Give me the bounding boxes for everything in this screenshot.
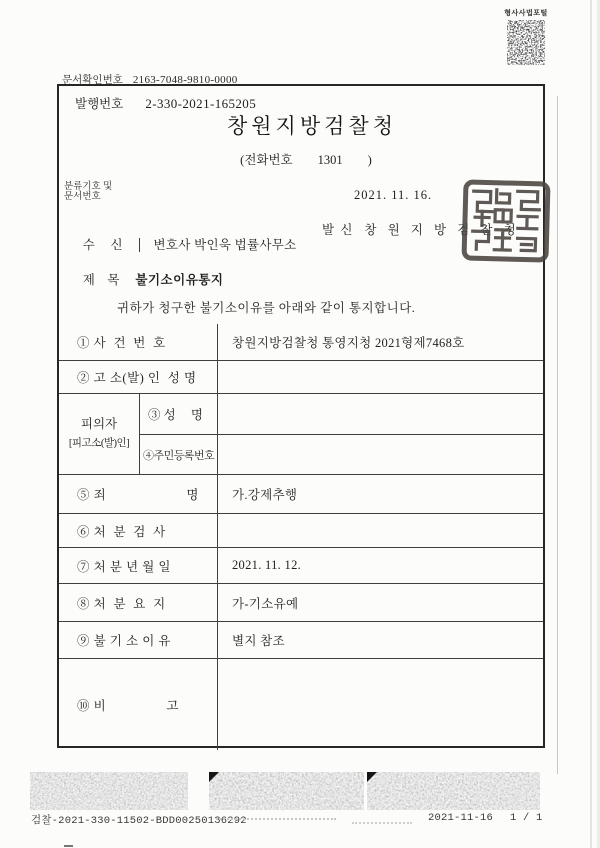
footer-date: 2021-11-16 <box>428 812 494 824</box>
sender-label: 발 신 <box>322 223 353 237</box>
qr-code-icon <box>507 20 545 65</box>
disposition-date-label: ⑦ 처 분 년 월 일 <box>59 548 217 584</box>
document-date: 2021. 11. 16. <box>354 188 433 202</box>
disposition-prosecutor-label: ⑥ 처 분 검 사 <box>59 514 217 548</box>
issue-number-label: 발행번호 <box>75 97 124 111</box>
suspect-label-line2: [피고소(발)인] <box>68 438 130 449</box>
case-number-value: 창원지방검찰청 통영지청 2021형제7468호 <box>217 324 543 361</box>
doc-verify-label: 문서확인번호 <box>62 75 123 86</box>
official-seal-stamp <box>461 179 551 263</box>
scan-line-artifact <box>590 0 592 848</box>
disposition-prosecutor-value <box>217 514 543 548</box>
non-indictment-reason-value: 별지 참조 <box>217 622 543 659</box>
barcode-strip-1 <box>30 772 188 810</box>
portal-block <box>500 8 552 70</box>
remarks-label: ⑩ 비 고 <box>77 698 179 713</box>
offense-name-value: 가.강제추행 <box>217 475 543 514</box>
subject-label: 제 목 <box>82 273 120 287</box>
issue-number-value: 2-330-2021-165205 <box>145 96 257 111</box>
recipient-value: 변호사 박인욱 법률사무소 <box>139 238 297 252</box>
disposition-date-value: 2021. 11. 12. <box>217 548 543 584</box>
complainant-name-value <box>217 361 543 394</box>
footer-page-indicator: 1 / 1 <box>510 812 543 824</box>
subject-row <box>64 255 223 303</box>
footer-document-code: 검찰-2021-330-11502-BDD00250136292 <box>31 815 247 827</box>
scan-dots-artifact <box>352 822 412 824</box>
offense-name-label: ⑤ 죄 명 <box>59 475 217 514</box>
disposition-summary-value: 가-기소유예 <box>217 584 543 622</box>
suspect-header-cell <box>59 394 139 475</box>
resident-number-label: ④주민등록번호 <box>139 435 217 475</box>
remarks-value <box>217 659 543 750</box>
classification-line2: 문서번호 <box>64 192 101 202</box>
phone-line: (전화번호 1301 ) <box>240 153 372 167</box>
case-number-label: ① 사 건 번 호 <box>59 324 217 361</box>
complainant-name-label: ② 고 소(발) 인 성 명 <box>59 361 217 394</box>
scan-mark-artifact <box>64 845 73 847</box>
scan-dots-artifact <box>216 818 336 820</box>
suspect-name-value <box>217 394 543 435</box>
resident-number-value <box>217 435 543 475</box>
suspect-name-label: ③ 성 명 <box>139 394 217 435</box>
notice-body-text: 귀하가 청구한 불기소이유를 아래와 같이 통지합니다. <box>117 301 416 315</box>
recipient-label: 수 신 <box>82 238 123 252</box>
doc-verify-number: 2163-7048-9810-0000 <box>132 74 238 86</box>
sender-value: 창 원 지 방 검 찰 청 <box>364 223 520 237</box>
page-title: 창원지방검찰청 <box>226 114 397 138</box>
disposition-summary-label: ⑧ 처 분 요 지 <box>59 584 217 622</box>
non-indictment-reason-label: ⑨ 불 기 소 이 유 <box>59 622 217 659</box>
classification-label <box>64 182 112 202</box>
barcode-strip-3 <box>367 772 540 810</box>
barcode-strip-2 <box>209 772 364 810</box>
scan-line-artifact <box>557 96 558 774</box>
portal-label: 형사사법포털 <box>504 9 548 17</box>
classification-line1: 분류기호 및 <box>64 182 113 192</box>
subject-value: 불기소이유통지 <box>135 273 224 287</box>
notice-form-table <box>59 324 543 750</box>
suspect-label-line1: 피의자 <box>80 417 118 431</box>
